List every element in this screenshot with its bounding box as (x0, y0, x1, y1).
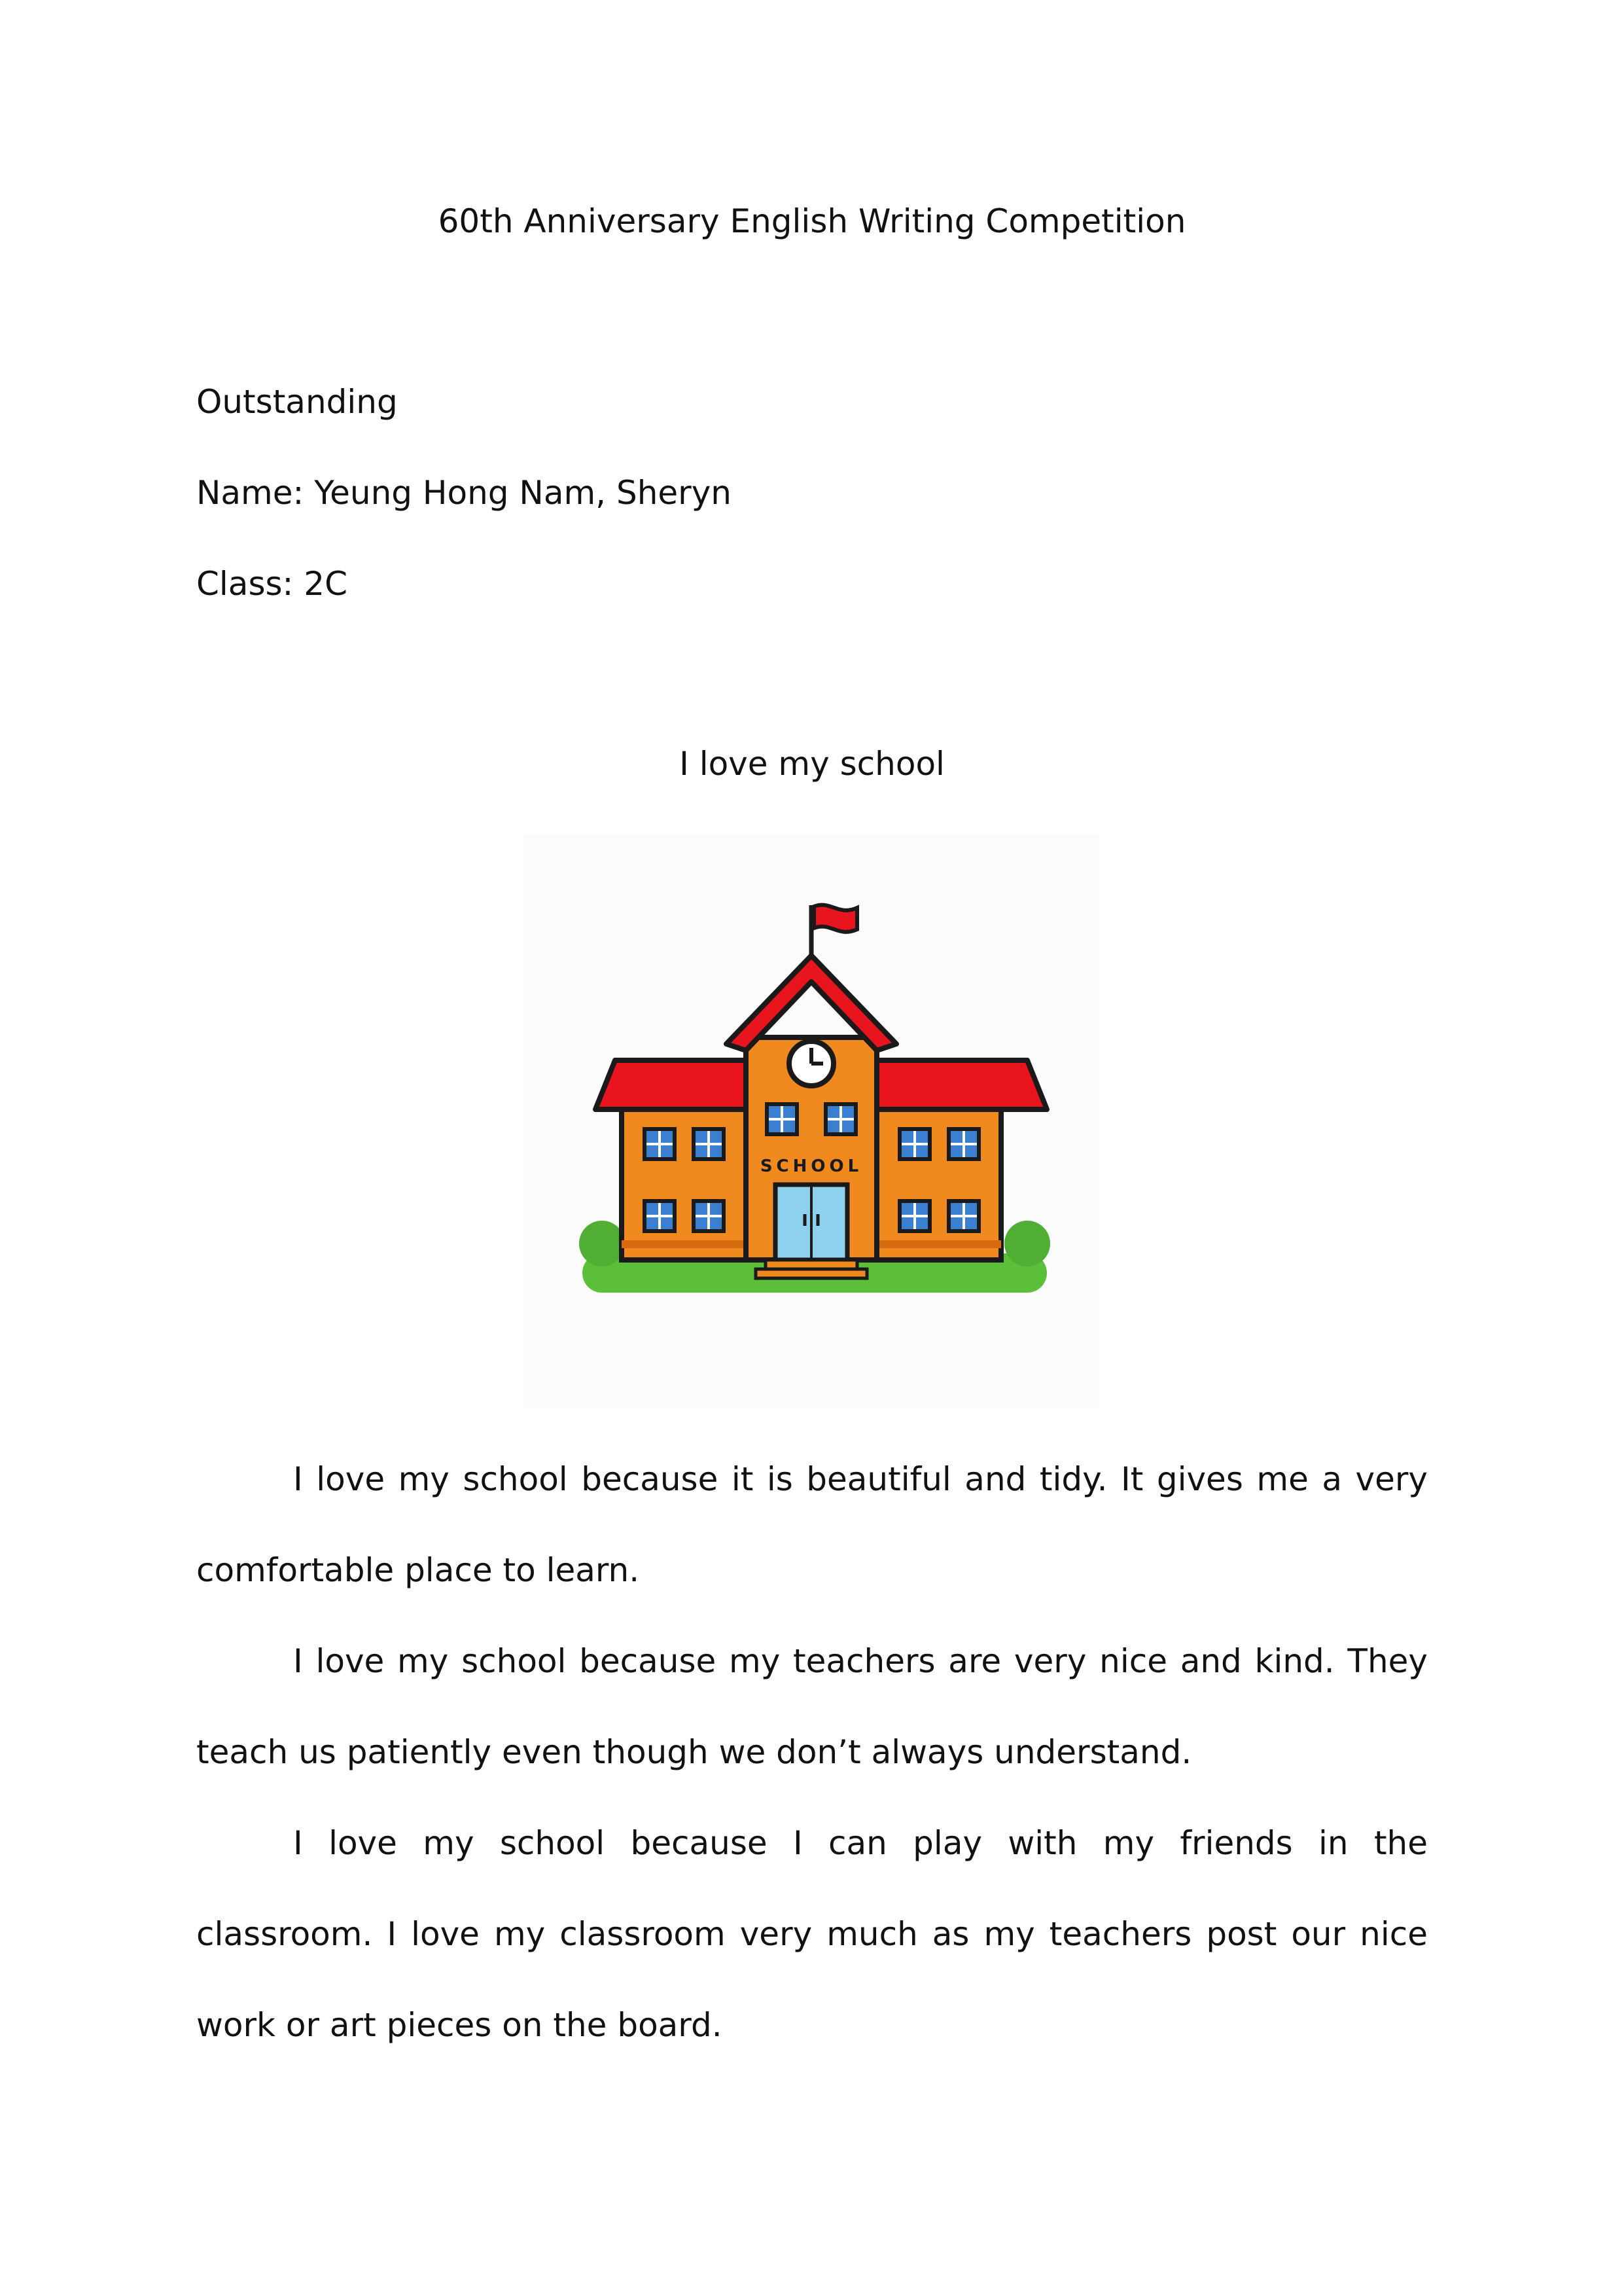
student-class: Class: 2C (196, 565, 348, 603)
award-label: Outstanding (196, 383, 398, 421)
student-name: Name: Yeung Hong Nam, Sheryn (196, 474, 732, 512)
essay-paragraph-1: I love my school because it is beautiful and tidy. It gives me a very comfortable place to learn. (196, 1460, 1428, 1589)
essay-paragraph-3: I love my school because I can play with my friends in the classroom. I love my classroom very much as my teachers post our nice work or art pieces on the board. (196, 1824, 1428, 2044)
essay-paragraph-2: I love my school because my teachers are very nice and kind. They teach us patiently even though we don’t always understand. (196, 1642, 1428, 1771)
competition-title: 60th Anniversary English Writing Competition (438, 202, 1186, 240)
school-sign-text: SCHOOL (760, 1157, 863, 1176)
essay-title: I love my school (679, 745, 945, 783)
school-building-icon (523, 834, 1099, 1407)
